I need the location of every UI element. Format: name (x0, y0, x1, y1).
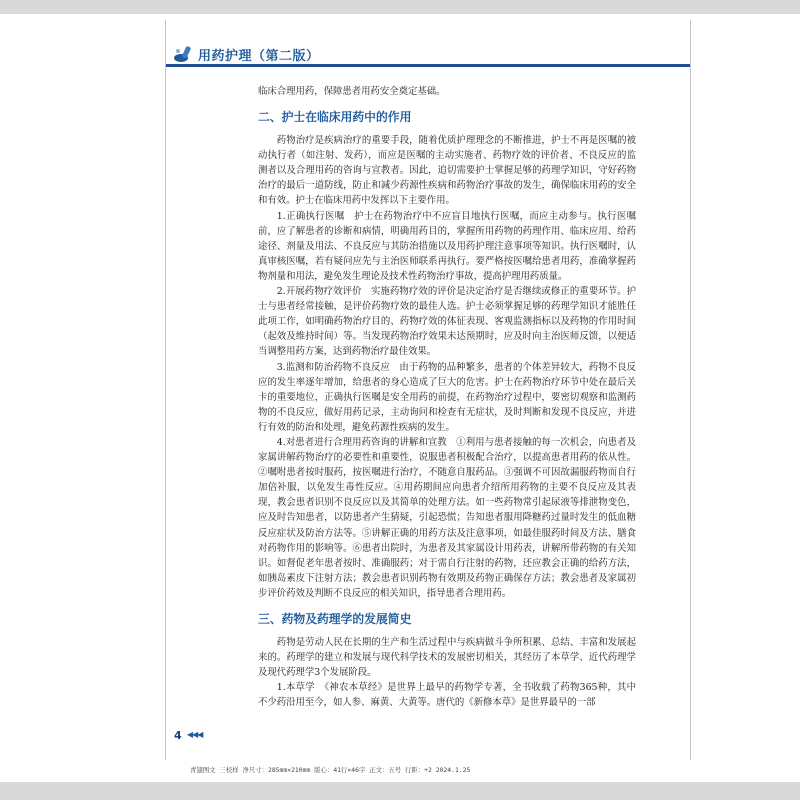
scan-border-top (0, 0, 800, 14)
header-title: 用药护理（第二版） (198, 49, 320, 64)
intro-line: 临床合理用药，保障患者用药安全奠定基础。 (258, 86, 446, 97)
printer-info-line: 青翅图文 三校样 净尺寸：285mm×210mm 版心：41行×46字 正文：五号 行距：+2 2024.1.25 (190, 766, 471, 774)
page-frame-right (690, 20, 691, 760)
paragraph: 药物是劳动人民在长期的生产和生活过程中与疾病做斗争所积累、总结、丰富和发展起来的。药理学的建立和发展与现代科学技术的发展密切相关，其经历了本草学、近代药理学及现代药理学3个发展阶段。 (258, 637, 636, 679)
main-text (258, 84, 636, 710)
page-frame-left (165, 20, 166, 760)
running-header (166, 38, 690, 68)
section-heading: 二、护士在临床用药中的作用 (258, 110, 412, 125)
page-arrows-icon: ◀◀◀ (187, 730, 203, 739)
paragraph: 4.对患者进行合理用药咨询的讲解和宣教 ①利用与患者接触的每一次机会，向患者及家属讲解药物治疗的必要性和重要性，说服患者积极配合治疗，以提高患者用药的依从性。②嘱咐患者按时服药，按医嘱进行治疗，不随意自服药品。③强调不可因故漏服药物而自行加倍补服，以免发生毒性反应。④用药期间应向患者介绍所用药物的主要不良反应及其表现，教会患者识别不良反应以及其简单的处理方法。如一些药物常引起尿液等排泄物变色，应及时告知患者，以防患者产生猜疑，引起恐慌；告知患者服用降糖药过量时发生的低血糖反应症状及防治方法等。⑤讲解正确的用药方法及注意事项，如最佳服药时间及方法、膳食对药物作用的影响等。⑥患者出院时，为患者及其家属设计用药表，讲解所带药物的有关知识。如督促老年患者按时、准确服药；对于需自行注射的药物，还应教会正确的给药方法，如胰岛素皮下注射方法；教会患者识别药物有效期及药物正确保存方法；教会患者及家属初步评价药效及判断不良反应的相关知识，指导患者合理用药。 (258, 436, 636, 599)
paragraph: 药物治疗是疾病治疗的重要手段，随着优质护理理念的不断推进，护士不再是医嘱的被动执行者（如注射、发药），而应是医嘱的主动实施者、药物疗效的评价者、不良反应的监测者以及合理用药的咨询与宣教者。因此，追切需要护士掌握足够的药理学知识，守好药物治疗的最后一道防线，防止和减少药源性疾病和药物治疗事故的发生，确保临床用药的安全和有效。护士在临床用药中发挥以下主要作用。 (258, 135, 636, 207)
header-rule (166, 64, 690, 67)
paragraph: 2.开展药物疗效评价 实施药物疗效的评价是决定治疗是否继续或修正的重要环节。护士与患者经常接触，是评价药物疗效的最佳人选。护士必须掌握足够的药理学知识才能胜任此项工作，如明确药物治疗目的、药物疗效的体征表现、客观监测指标以及药物的作用时间（起效及维持时间）等。当发现药物治疗效果未达预期时，应及时向主治医师反馈，以便适当调整用药方案，达到药物治疗最佳效果。 (258, 286, 636, 358)
pill-bottle-icon (172, 42, 194, 64)
scan-border-bottom (0, 782, 800, 800)
paragraph: 1.本草学 《神农本草经》是世界上最早的药物学专著，全书收载了药物365种，其中不少药沿用至今，如人参、麻黄、大黄等。唐代的《新修本草》是世界最早的一部 (258, 682, 636, 709)
paragraph: 3.监测和防治药物不良反应 由于药物的品种繁多，患者的个体差异较大，药物不良反应的发生率逐年增加，给患者的身心造成了巨大的危害。护士在药物治疗环节中处在最后关卡的重要地位，正确执行医嘱是安全用药的前提，在药物治疗过程中，要密切观察和监测药物的不良反应，做好用药记录，主动询问和检查有无症状，及时判断和发现不良反应，并进行有效的防治和处理，避免药源性疾病的发生。 (258, 361, 636, 433)
section-heading: 三、药物及药理学的发展简史 (258, 612, 412, 626)
paragraph: 1.正确执行医嘱 护士在药物治疗中不应盲目地执行医嘱，而应主动参与。执行医嘱前，应了解患者的诊断和病情，明确用药目的，掌握所用药物的药理作用、临床应用、给药途径、剂量及用法、不良反应与其防治措施以及用药护理注意事项等知识。执行医嘱时，认真审核医嘱，若有疑问应先与主治医师联系再执行。要严格按医嘱给患者用药，准确掌握药物剂量和用法，避免发生理论及技术性药物治疗事故，提高护理用药质量。 (258, 210, 636, 282)
page-number: 4 (174, 729, 182, 742)
